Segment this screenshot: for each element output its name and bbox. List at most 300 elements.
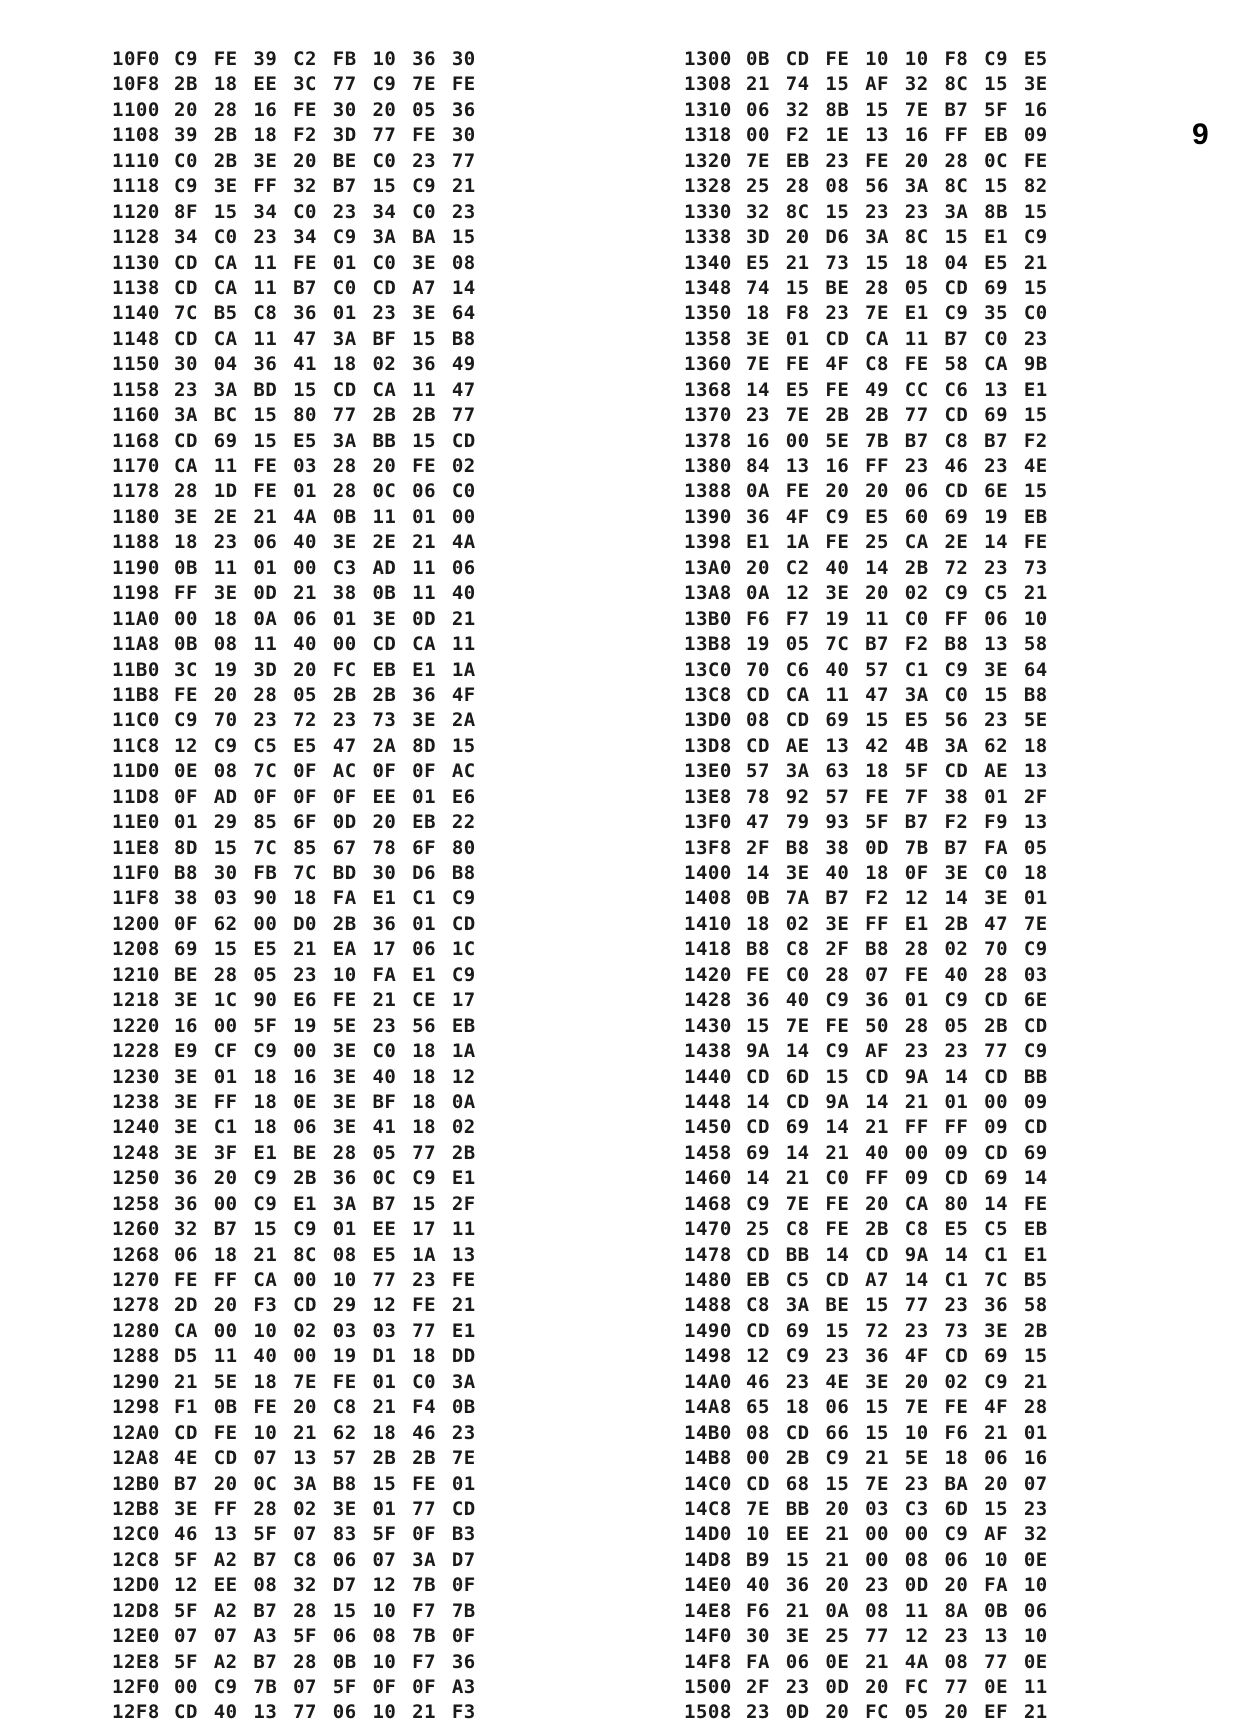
hex-byte: FE	[412, 1472, 437, 1495]
hex-byte: EB	[785, 149, 810, 172]
hex-row	[112, 276, 492, 301]
hex-byte: 0A	[825, 1599, 850, 1622]
hex-byte: 0D	[412, 607, 437, 630]
hex-byte: 20	[825, 1497, 850, 1520]
hex-byte: 0F	[451, 1574, 476, 1597]
hex-address: 12D8	[112, 1599, 160, 1622]
hex-byte: 10	[332, 963, 357, 986]
hex-row	[112, 251, 492, 276]
hex-byte: 16	[174, 1014, 198, 1037]
hex-byte: BD	[332, 862, 357, 884]
hex-byte: E1	[746, 531, 770, 554]
hex-byte: 05	[253, 963, 278, 986]
hex-byte: 0E	[984, 1676, 1009, 1698]
hex-byte: 2F	[825, 938, 850, 961]
hex-byte: 23	[825, 149, 850, 172]
hex-byte: CD	[372, 633, 397, 656]
hex-address: 1418	[684, 938, 732, 961]
hex-byte: 15	[865, 709, 889, 732]
hex-byte: 16	[746, 429, 770, 452]
hex-byte: 4E	[825, 1370, 850, 1393]
hex-byte: 36	[332, 1167, 357, 1190]
hex-byte: 3E	[412, 251, 437, 274]
hex-byte: C0	[293, 200, 317, 223]
hex-byte: 9A	[825, 1090, 850, 1113]
hex-byte: 67	[332, 836, 357, 859]
hex-row	[112, 301, 492, 326]
hex-byte: 4A	[904, 1650, 929, 1673]
hex-byte: C9	[253, 1192, 278, 1215]
hex-byte: 0F	[174, 912, 198, 935]
hex-byte: C5	[984, 1218, 1009, 1241]
hex-byte: CA	[253, 1269, 278, 1291]
hex-byte: FE	[412, 455, 437, 477]
hex-byte: 8A	[944, 1599, 969, 1622]
hex-byte: 3E	[174, 989, 198, 1012]
hex-dump-left-column	[112, 47, 492, 1726]
hex-byte: 20	[213, 683, 238, 706]
hex-byte: 28	[332, 480, 357, 503]
hex-address: 1438	[684, 1040, 732, 1063]
hex-row	[112, 174, 492, 199]
hex-byte: 11	[904, 327, 929, 350]
hex-byte: 18	[174, 531, 198, 554]
hex-byte: D5	[174, 1345, 198, 1368]
hex-byte: B7	[253, 1548, 278, 1571]
hex-byte: BF	[372, 327, 397, 350]
hex-byte: 12	[785, 582, 810, 605]
hex-row	[684, 581, 1064, 606]
hex-byte: CD	[944, 1167, 969, 1190]
hex-byte: 0D	[865, 836, 889, 859]
hex-byte: 0D	[785, 1701, 810, 1724]
hex-address: 1200	[112, 912, 160, 935]
hex-byte: 68	[785, 1472, 810, 1495]
hex-byte: 69	[746, 1141, 770, 1164]
hex-byte: AC	[332, 760, 357, 783]
hex-byte: 21	[253, 1243, 278, 1266]
hex-byte: C8	[865, 353, 889, 376]
hex-row	[112, 963, 492, 988]
hex-byte: 38	[174, 887, 198, 910]
hex-address: 11C8	[112, 734, 160, 757]
hex-address: 12C8	[112, 1548, 160, 1571]
hex-byte: 32	[904, 73, 929, 96]
hex-address: 1500	[684, 1676, 732, 1698]
hex-byte: CA	[785, 683, 810, 706]
hex-byte: 06	[1023, 1599, 1048, 1622]
hex-byte: 14	[825, 1243, 850, 1266]
hex-byte: C9	[253, 1040, 278, 1063]
hex-byte: 12	[904, 1625, 929, 1648]
hex-byte: 7E	[746, 149, 770, 172]
hex-row	[684, 1370, 1064, 1395]
hex-byte: C1	[904, 658, 929, 681]
hex-byte: 06	[174, 1243, 198, 1266]
hex-address: 1118	[112, 175, 160, 198]
hex-row	[112, 785, 492, 810]
hex-address: 1150	[112, 353, 160, 376]
hex-byte: 8C	[904, 226, 929, 249]
hex-byte: 14	[746, 1090, 770, 1113]
hex-row	[684, 1497, 1064, 1522]
hex-byte: 15	[984, 1497, 1009, 1520]
hex-byte: 0B	[174, 633, 198, 656]
hex-address: 1360	[684, 353, 732, 376]
hex-byte: F7	[785, 607, 810, 630]
hex-byte: FE	[865, 785, 889, 808]
hex-byte: 18	[372, 1421, 397, 1444]
hex-byte: 47	[865, 683, 889, 706]
hex-byte: 77	[904, 404, 929, 427]
hex-byte: 15	[412, 1192, 437, 1215]
hex-byte: C2	[293, 48, 317, 70]
hex-byte: E1	[412, 658, 437, 681]
hex-address: 1220	[112, 1014, 160, 1037]
hex-byte: 5E	[213, 1370, 238, 1393]
hex-byte: C1	[412, 887, 437, 910]
hex-byte: 4B	[904, 734, 929, 757]
hex-byte: 18	[213, 607, 238, 630]
hex-byte: 14	[984, 1192, 1009, 1215]
hex-byte: 15	[253, 429, 278, 452]
hex-byte: 20	[944, 1574, 969, 1597]
hex-row	[684, 810, 1064, 835]
hex-row	[684, 123, 1064, 148]
hex-byte: 5E	[825, 429, 850, 452]
hex-row	[684, 708, 1064, 733]
hex-byte: 01	[1023, 887, 1048, 910]
hex-address: 1348	[684, 276, 732, 299]
hex-byte: 12	[372, 1294, 397, 1317]
hex-byte: 77	[372, 124, 397, 147]
hex-address: 1108	[112, 124, 160, 147]
hex-byte: 36	[293, 302, 317, 325]
hex-byte: 36	[451, 98, 476, 121]
hex-byte: BE	[174, 963, 198, 986]
hex-byte: 28	[332, 455, 357, 477]
hex-byte: 01	[1023, 1421, 1048, 1444]
hex-dump-right-column	[684, 47, 1064, 1726]
hex-row	[684, 352, 1064, 377]
hex-address: 1120	[112, 200, 160, 223]
hex-byte: 06	[984, 1447, 1009, 1470]
hex-byte: 40	[253, 1345, 278, 1368]
hex-byte: 11	[213, 556, 238, 579]
hex-byte: CD	[746, 1065, 770, 1088]
hex-byte: C1	[984, 1243, 1009, 1266]
hex-byte: 00	[213, 1192, 238, 1215]
hex-address: 1308	[684, 73, 732, 96]
hex-byte: 10	[372, 1599, 397, 1622]
hex-byte: 7F	[904, 785, 929, 808]
hex-byte: FE	[1023, 149, 1048, 172]
hex-byte: 01	[984, 785, 1009, 808]
hex-byte: 07	[293, 1523, 317, 1546]
hex-address: 11B8	[112, 683, 160, 706]
hex-byte: 13	[213, 1523, 238, 1546]
hex-byte: B7	[944, 327, 969, 350]
hex-address: 1430	[684, 1014, 732, 1037]
hex-byte: CD	[293, 1294, 317, 1317]
hex-byte: 7C	[253, 836, 278, 859]
hex-byte: 2B	[984, 1014, 1009, 1037]
hex-byte: FE	[825, 48, 850, 70]
hex-byte: 01	[372, 1497, 397, 1520]
hex-byte: C9	[746, 1192, 770, 1215]
hex-byte: 0D	[332, 811, 357, 834]
hex-byte: 16	[904, 124, 929, 147]
hex-address: 11C0	[112, 709, 160, 732]
hex-byte: EB	[1023, 505, 1048, 528]
hex-byte: FE	[293, 251, 317, 274]
hex-byte: C5	[253, 734, 278, 757]
hex-byte: 30	[372, 862, 397, 884]
hex-row	[684, 1548, 1064, 1573]
hex-byte: 15	[253, 1218, 278, 1241]
hex-byte: B8	[865, 938, 889, 961]
hex-byte: 28	[293, 1599, 317, 1622]
hex-byte: F9	[984, 811, 1009, 834]
hex-address: 1488	[684, 1294, 732, 1317]
hex-byte: CD	[785, 48, 810, 70]
hex-byte: 20	[372, 455, 397, 477]
hex-byte: 58	[1023, 1294, 1048, 1317]
hex-byte: 7B	[451, 1599, 476, 1622]
hex-byte: 5F	[174, 1599, 198, 1622]
hex-row	[112, 1268, 492, 1293]
hex-byte: 08	[253, 1574, 278, 1597]
hex-byte: 6F	[293, 811, 317, 834]
hex-byte: 11	[253, 251, 278, 274]
hex-row	[112, 708, 492, 733]
hex-byte: 34	[293, 226, 317, 249]
hex-byte: CF	[213, 1040, 238, 1063]
hex-row	[112, 581, 492, 606]
hex-byte: 0F	[253, 785, 278, 808]
hex-byte: 23	[904, 1472, 929, 1495]
hex-address: 1278	[112, 1294, 160, 1317]
hex-byte: FF	[944, 607, 969, 630]
hex-byte: 05	[1023, 836, 1048, 859]
hex-byte: 2B	[944, 912, 969, 935]
hex-byte: C0	[944, 683, 969, 706]
hex-address: 1290	[112, 1370, 160, 1393]
hex-byte: 20	[825, 1701, 850, 1724]
hex-byte: 15	[412, 327, 437, 350]
hex-byte: 21	[825, 1141, 850, 1164]
hex-byte: 1A	[412, 1243, 437, 1266]
hex-byte: B7	[865, 633, 889, 656]
hex-byte: 0E	[1023, 1548, 1048, 1571]
hex-address: 1400	[684, 862, 732, 884]
hex-byte: 9B	[1023, 353, 1048, 376]
hex-address: 14B0	[684, 1421, 732, 1444]
hex-address: 1318	[684, 124, 732, 147]
hex-byte: 21	[865, 1116, 889, 1139]
hex-byte: 0B	[213, 1396, 238, 1419]
hex-byte: 07	[1023, 1472, 1048, 1495]
hex-row	[112, 378, 492, 403]
hex-byte: FF	[865, 455, 889, 477]
hex-byte: 0F	[332, 785, 357, 808]
hex-byte: 28	[213, 963, 238, 986]
hex-byte: 82	[1023, 175, 1048, 198]
hex-address: 13B8	[684, 633, 732, 656]
hex-address: 1310	[684, 98, 732, 121]
hex-byte: 0B	[746, 48, 770, 70]
hex-byte: 06	[332, 1625, 357, 1648]
hex-byte: CA	[372, 378, 397, 401]
hex-row	[684, 1675, 1064, 1700]
hex-byte: 7A	[785, 887, 810, 910]
hex-byte: E5	[746, 251, 770, 274]
hex-byte: 78	[372, 836, 397, 859]
hex-row	[112, 607, 492, 632]
hex-byte: 28	[865, 276, 889, 299]
hex-byte: 00	[293, 556, 317, 579]
hex-byte: 6D	[785, 1065, 810, 1088]
hex-byte: 06	[825, 1396, 850, 1419]
hex-byte: FE	[412, 1294, 437, 1317]
hex-row	[112, 1675, 492, 1700]
hex-byte: 3D	[332, 124, 357, 147]
hex-byte: E5	[984, 251, 1009, 274]
hex-byte: 14	[451, 276, 476, 299]
hex-address: 1390	[684, 505, 732, 528]
hex-byte: 23	[904, 1319, 929, 1342]
hex-byte: 77	[865, 1625, 889, 1648]
hex-byte: 20	[825, 1574, 850, 1597]
hex-row	[684, 454, 1064, 479]
hex-byte: 2A	[372, 734, 397, 757]
hex-byte: C0	[984, 327, 1009, 350]
hex-address: 1340	[684, 251, 732, 274]
hex-byte: 28	[253, 683, 278, 706]
hex-row	[112, 1293, 492, 1318]
hex-byte: 18	[944, 1447, 969, 1470]
hex-byte: 40	[451, 582, 476, 605]
hex-byte: 1A	[451, 658, 476, 681]
hex-byte: 50	[865, 1014, 889, 1037]
hex-row	[112, 403, 492, 428]
hex-byte: 0F	[372, 760, 397, 783]
hex-row	[112, 1624, 492, 1649]
hex-byte: 20	[865, 1192, 889, 1215]
hex-byte: F1	[174, 1396, 198, 1419]
hex-byte: E5	[293, 734, 317, 757]
hex-address: 1228	[112, 1040, 160, 1063]
hex-row	[112, 1141, 492, 1166]
hex-byte: 58	[944, 353, 969, 376]
hex-byte: CD	[944, 404, 969, 427]
hex-byte: FF	[213, 1497, 238, 1520]
hex-byte: 70	[746, 658, 770, 681]
hex-byte: F2	[865, 887, 889, 910]
hex-byte: 10	[904, 1421, 929, 1444]
hex-byte: 7E	[412, 73, 437, 96]
hex-byte: 01	[451, 1472, 476, 1495]
hex-byte: 00	[253, 912, 278, 935]
hex-byte: 14	[865, 1090, 889, 1113]
hex-address: 1358	[684, 327, 732, 350]
hex-byte: 7E	[904, 1396, 929, 1419]
hex-byte: 04	[213, 353, 238, 376]
hex-byte: 20	[984, 1472, 1009, 1495]
hex-byte: 0D	[825, 1676, 850, 1698]
hex-row	[684, 1421, 1064, 1446]
hex-byte: C8	[785, 938, 810, 961]
hex-byte: C9	[944, 658, 969, 681]
hex-byte: 15	[865, 1396, 889, 1419]
hex-byte: 3C	[293, 73, 317, 96]
hex-byte: 3E	[785, 1625, 810, 1648]
hex-byte: 56	[412, 1014, 437, 1037]
hex-byte: 2B	[825, 404, 850, 427]
hex-byte: 23	[293, 963, 317, 986]
hex-address: 1188	[112, 531, 160, 554]
hex-byte: 02	[904, 582, 929, 605]
hex-byte: 23	[332, 709, 357, 732]
hex-byte: 11	[412, 582, 437, 605]
hex-byte: 35	[984, 302, 1009, 325]
hex-byte: EB	[372, 658, 397, 681]
hex-byte: CD	[825, 1269, 850, 1291]
hex-byte: 70	[213, 709, 238, 732]
hex-address: 1230	[112, 1065, 160, 1088]
hex-row	[684, 963, 1064, 988]
hex-byte: 15	[865, 251, 889, 274]
hex-byte: 01	[332, 302, 357, 325]
hex-address: 11A8	[112, 633, 160, 656]
hex-byte: 32	[746, 200, 770, 223]
hex-address: 1420	[684, 963, 732, 986]
hex-byte: C3	[904, 1497, 929, 1520]
page-number: 9	[1192, 118, 1209, 151]
hex-byte: 3A	[785, 1294, 810, 1317]
hex-byte: 18	[293, 887, 317, 910]
hex-byte: 09	[944, 1141, 969, 1164]
hex-byte: 29	[213, 811, 238, 834]
hex-byte: 00	[904, 1523, 929, 1546]
hex-byte: 2F	[746, 836, 770, 859]
hex-byte: 2B	[372, 1447, 397, 1470]
hex-byte: 18	[253, 1116, 278, 1139]
hex-byte: 2A	[451, 709, 476, 732]
hex-byte: 11	[451, 1218, 476, 1241]
hex-byte: 01	[372, 1370, 397, 1393]
hex-byte: 5F	[293, 1625, 317, 1648]
hex-byte: 80	[451, 836, 476, 859]
hex-byte: 08	[944, 1650, 969, 1673]
hex-byte: B8	[174, 862, 198, 884]
hex-byte: 49	[865, 378, 889, 401]
hex-byte: 13	[253, 1701, 278, 1724]
hex-byte: 14	[944, 1243, 969, 1266]
hex-address: 1158	[112, 378, 160, 401]
hex-byte: E1	[412, 963, 437, 986]
hex-byte: 92	[785, 785, 810, 808]
hex-byte: 19	[213, 658, 238, 681]
hex-byte: 0C	[253, 1472, 278, 1495]
hex-byte: 07	[293, 1676, 317, 1698]
hex-byte: C0	[451, 480, 476, 503]
hex-byte: E1	[984, 226, 1009, 249]
hex-address: 1170	[112, 455, 160, 477]
hex-row	[684, 47, 1064, 72]
hex-byte: 64	[1023, 658, 1048, 681]
hex-byte: FF	[944, 1116, 969, 1139]
